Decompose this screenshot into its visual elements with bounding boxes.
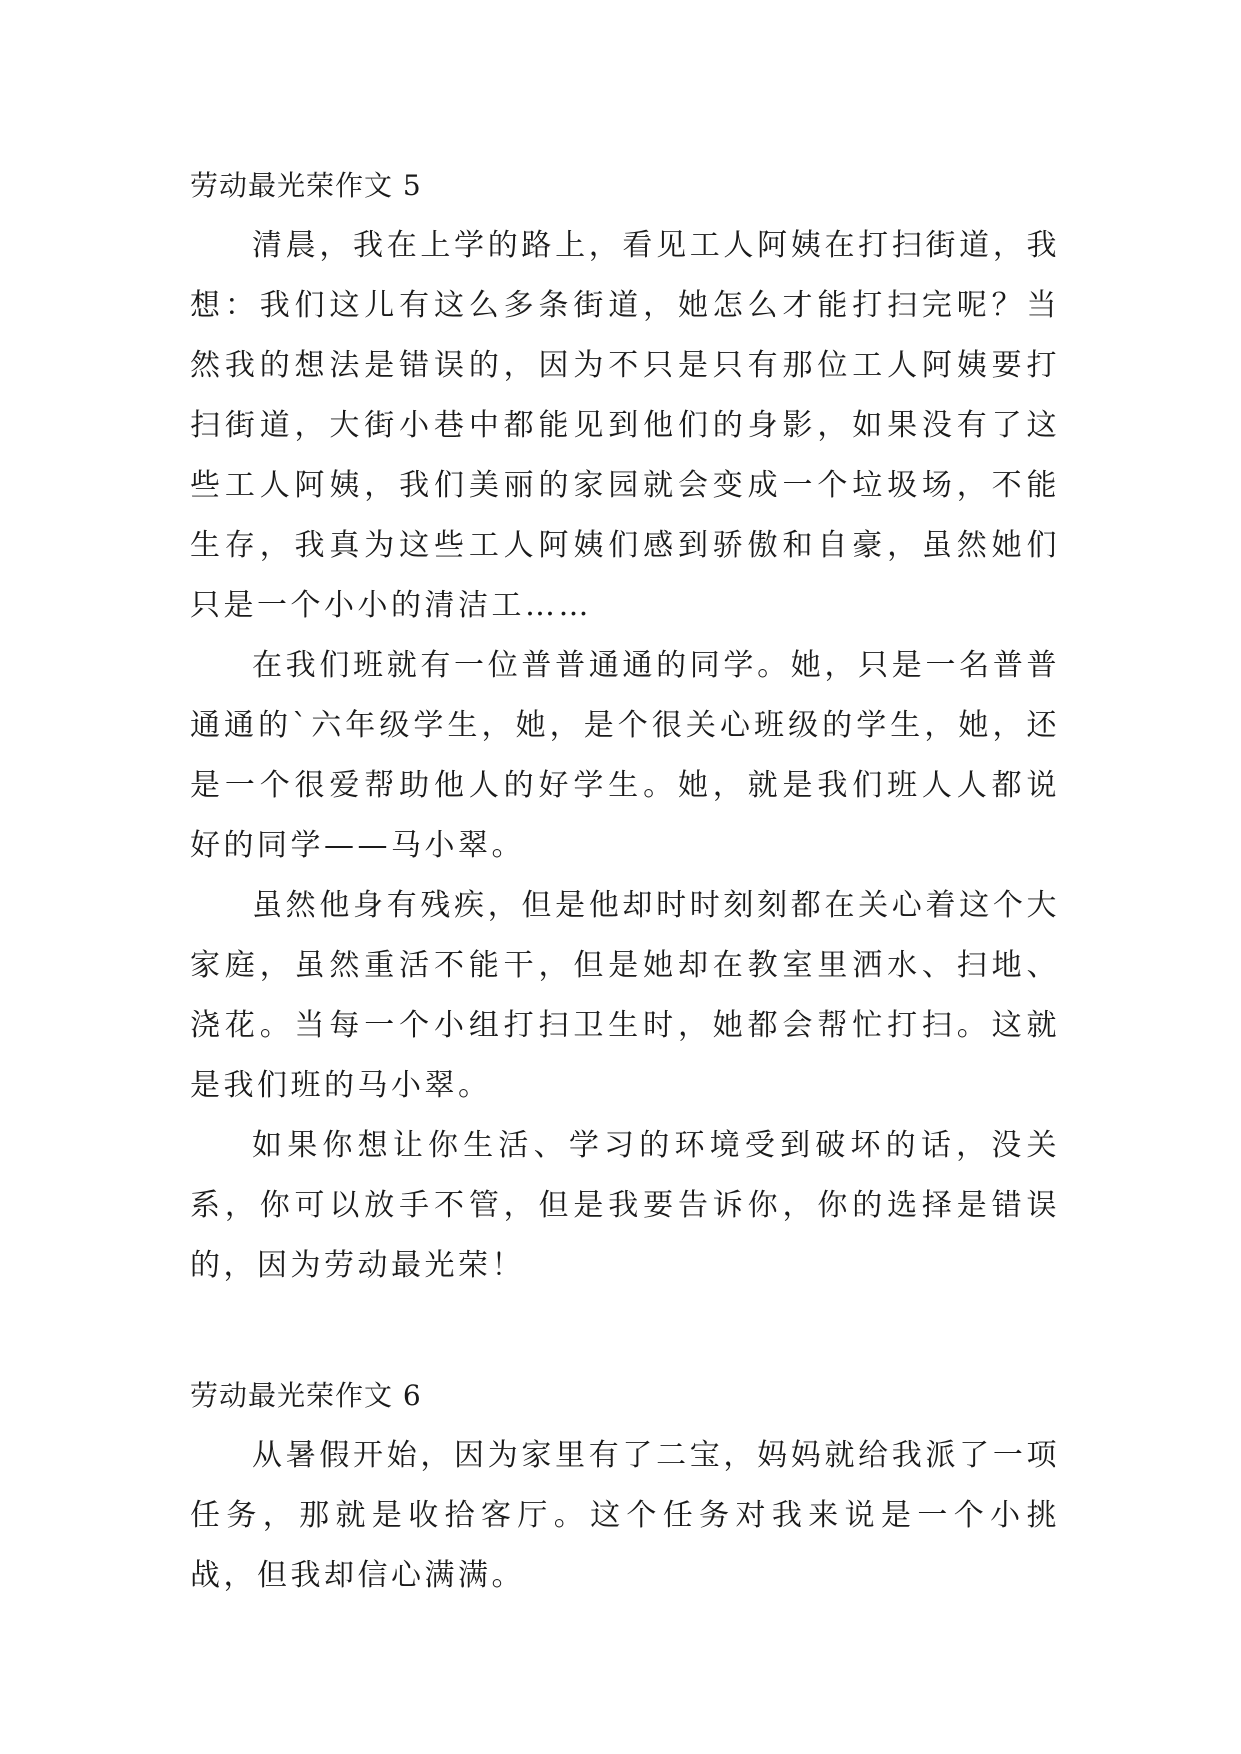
essay-paragraph: 清晨，我在上学的路上，看见工人阿姨在打扫街道，我想：我们这儿有这么多条街道，她怎么才能打扫完呢？当然我的想法是错误的，因为不只是只有那位工人阿姨要打扫街道，大街小巷中都能见到他们的身影，如果没有了这些工人阿姨，我们美丽的家园就会变成一个垃圾场，不能生存，我真为这些工人阿姨们感到骄傲和自豪，虽然她们只是一个小小的清洁工…… xyxy=(190,228,1060,623)
essay-paragraph: 如果你想让你生活、学习的环境受到破坏的话，没关系，你可以放手不管，但是我要告诉你，你的选择是错误的，因为劳动最光荣！ xyxy=(190,1128,1060,1283)
essay-paragraph: 虽然他身有残疾，但是他却时时刻刻都在关心着这个大家庭，虽然重活不能干，但是她却在教室里洒水、扫地、浇花。当每一个小组打扫卫生时，她都会帮忙打扫。这就是我们班的马小翠。 xyxy=(190,888,1060,1103)
essay-title: 劳动最光荣作文 5 xyxy=(190,169,422,202)
essay-section-6 xyxy=(190,1376,1060,1606)
document-page xyxy=(190,150,1060,1606)
essay-paragraph: 从暑假开始，因为家里有了二宝，妈妈就给我派了一项任务，那就是收拾客厅。这个任务对我来说是一个小挑战，但我却信心满满。 xyxy=(190,1438,1060,1593)
essay-title: 劳动最光荣作文 6 xyxy=(190,1379,422,1412)
essay-paragraph: 在我们班就有一位普普通通的同学。她，只是一名普普通通的`六年级学生，她，是个很关心班级的学生，她，还是一个很爱帮助他人的好学生。她，就是我们班人人都说好的同学——马小翠。 xyxy=(190,648,1060,863)
essay-section-5 xyxy=(190,166,1060,1296)
